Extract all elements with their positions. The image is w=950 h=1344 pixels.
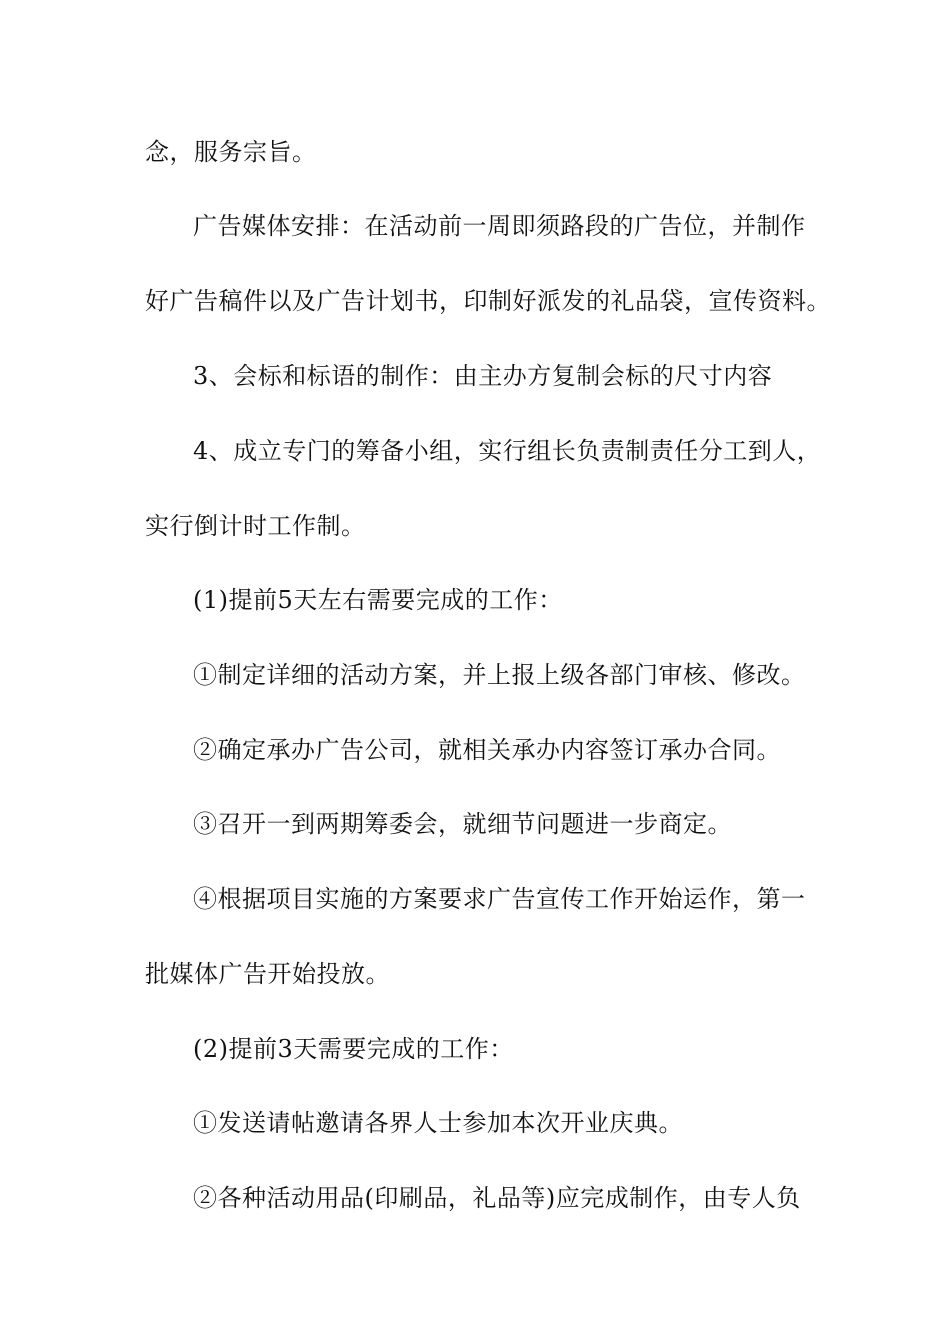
text-line-3: 好广告稿件以及广告计划书，印制好派发的礼品袋，宣传资料。 bbox=[145, 287, 831, 315]
text-line-4: 3、会标和标语的制作：由主办方复制会标的尺寸内容 bbox=[193, 362, 773, 390]
text-line-8: ①制定详细的活动方案，并上报上级各部门审核、修改。 bbox=[193, 661, 806, 689]
text-line-15: ②各种活动用品(印刷品，礼品等)应完成制作，由专人负 bbox=[193, 1184, 801, 1212]
text-line-9: ②确定承办广告公司，就相关承办内容签订承办合同。 bbox=[193, 736, 781, 764]
text-line-2: 广告媒体安排：在活动前一周即须路段的广告位，并制作 bbox=[193, 212, 806, 240]
text-line-14: ①发送请帖邀请各界人士参加本次开业庆典。 bbox=[193, 1109, 683, 1137]
text-line-11: ④根据项目实施的方案要求广告宣传工作开始运作，第一 bbox=[193, 885, 806, 913]
text-line-6: 实行倒计时工作制。 bbox=[145, 512, 366, 540]
text-line-1: 念，服务宗旨。 bbox=[145, 138, 317, 166]
text-line-10: ③召开一到两期筹委会，就细节问题进一步商定。 bbox=[193, 810, 732, 838]
text-line-12: 批媒体广告开始投放。 bbox=[145, 960, 390, 988]
text-line-5: 4、成立专门的筹备小组，实行组长负责制责任分工到人， bbox=[193, 437, 822, 465]
text-line-13: (2)提前3天需要完成的工作： bbox=[193, 1035, 514, 1063]
text-line-7: (1)提前5天左右需要完成的工作： bbox=[193, 586, 563, 614]
